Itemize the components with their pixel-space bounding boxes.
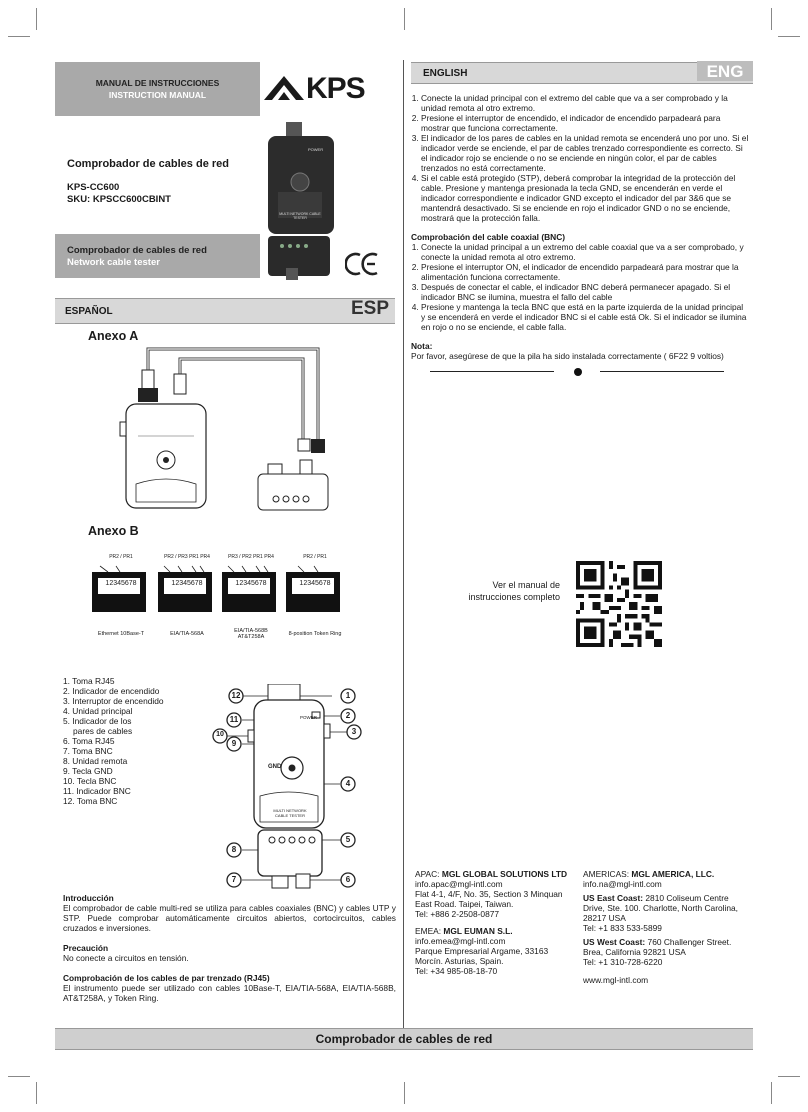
east-coast-label: US East Coast: [583,893,646,903]
callout-11: 11 [229,715,239,724]
subtitle-en: Network cable tester [67,257,160,268]
diagram-power-label: POWER [300,715,318,720]
part-item: 12. Toma BNC [63,796,118,806]
crop-mark [36,1082,37,1104]
bnc-title: Comprobación del cable coaxial (BNC) [411,232,566,242]
manual-title-es: MANUAL DE INSTRUCCIONES [95,78,220,88]
bnc-step-item: 1. Conecte la unidad principal a un extremo del cable coaxial que va a ser comprobado, y conecte la unidad remota al otro extremo. [421,242,749,262]
part-item: 7. Toma BNC [63,746,113,756]
callout-2: 2 [345,711,351,720]
apac-email[interactable]: info.apac@mgl-intl.com [415,879,503,889]
english-code: ENG [697,61,753,81]
manual-title-box [55,62,260,116]
pins-4: 12345678 [299,580,331,587]
note-title: Nota: [411,341,433,351]
qr-code[interactable] [576,561,662,647]
part-item: 2. Indicador de encendido [63,686,160,696]
annex-a-diagram [118,344,338,514]
callout-6: 6 [345,875,351,884]
pins-3: 12345678 [235,580,267,587]
qr-caption-line-1: Ver el manual de [492,580,560,590]
spanish-code: ESP [351,298,390,319]
apac-address: Flat 4-1, 4/F, No. 35, Section 3 Minquan [415,889,563,899]
east-coast-address: 28217 USA [583,913,626,923]
pairs-label-2: PR2 / PR3 PR1 PR4 [164,554,210,560]
crop-mark [771,8,772,30]
bnc-step-item: 3. Después de conectar el cable, el indicador BNC deberá permanecer apagado. Si el indicador BNC se ilumina, muestra el fallo del cable [421,282,749,302]
emea-email[interactable]: info.emea@mgl-intl.com [415,936,506,946]
emea-company: MGL EUMAN S.L. [443,926,513,936]
west-coast-address: Brea, California 92821 USA [583,947,686,957]
device-power-label: POWER [308,147,324,152]
emea-phone: Tel: +34 985-08-18-70 [415,966,498,976]
brand-text: KPS [306,72,365,105]
pins-1: 12345678 [105,580,137,587]
part-item: pares de cables [73,726,133,736]
annex-b-diagram [90,552,350,648]
americas-label: AMERICAS: [583,869,632,879]
parts-list [63,676,213,806]
pairs-label-4: PR2 / PR1 [303,554,327,560]
west-coast-phone: Tel: +1 310-728-6220 [583,957,663,967]
part-item: 1. Toma RJ45 [63,676,115,686]
footer-title: Comprobador de cables de red [315,1032,493,1046]
crop-mark [778,1076,800,1077]
crop-mark [404,1082,405,1104]
part-item: 11. Indicador BNC [63,786,131,796]
west-coast-address: 760 Challenger Street. [647,937,732,947]
americas-email[interactable]: info.na@mgl-intl.com [583,879,662,889]
part-item: 6. Toma RJ45 [63,736,115,746]
website-link[interactable]: www.mgl-intl.com [583,975,649,985]
twisted-title: Comprobación de los cables de par trenzado (RJ45) [63,973,270,983]
subtitle-es: Comprobador de cables de red [67,245,207,256]
part-item: 4. Unidad principal [63,706,133,716]
annex-a-title: Anexo A [88,329,139,343]
diagram-gnd-label: GND [268,764,282,770]
wiring-caption-1: Ethernet 10Base-T [97,631,145,637]
footer-bar [55,1028,753,1050]
contacts-americas [583,869,753,985]
bnc-step-item: 2. Presione el interruptor ON, el indicador de encendido parpadeará para mostrar que la alimentación funciona correctamente. [421,262,749,282]
ce-mark [345,252,379,276]
emea-address: Morcín. Asturias, Spain. [415,956,504,966]
crop-mark [8,1076,30,1077]
crop-mark [404,8,405,30]
apac-phone: Tel: +886 2-2508-0877 [415,909,500,919]
bnc-step-item: 4. Presione y mantenga la tecla BNC que está en la parte izquierda de la unidad principal y se encenderá en verde el indicador BNC si el cable está Ok. Si el indicador se ilumina en rojo o no se enciende, el cable falla. [421,302,749,332]
crop-mark [8,36,30,37]
intro-title: Introducción [63,893,114,903]
product-title: Comprobador de cables de red [67,158,229,170]
kps-logo [262,72,392,106]
east-coast-address: 2810 Coliseum Centre [645,893,729,903]
americas-company: MGL AMERICA, LLC. [631,869,715,879]
apac-label: APAC: [415,869,442,879]
crop-mark [771,1082,772,1104]
emea-address: Parque Empresarial Argame, 33163 [415,946,549,956]
callout-7: 7 [231,875,237,884]
part-item: 10. Tecla BNC [63,776,117,786]
crop-mark [36,8,37,30]
contacts-apac-emea [415,869,580,976]
part-item: 3. Interruptor de encendido [63,696,164,706]
part-item: 5. Indicador de los [63,716,132,726]
english-tab-label: ENGLISH [423,68,468,79]
crop-mark [778,36,800,37]
spanish-section-bar [55,298,395,324]
part-item: 8. Unidad remota [63,756,128,766]
twisted-text: El instrumento puede ser utilizado con cables 10Base-T, EIA/TIA-568A, EIA/TIA-568B, AT&T258A, y Token Ring. [63,983,396,1003]
separator-line [430,371,554,372]
english-section-bar [411,62,753,84]
subtitle-box [55,234,260,278]
wiring-caption-4: 8-position Token Ring [288,631,342,637]
spanish-tab-label: ESPAÑOL [65,306,113,317]
west-coast-label: US West Coast: [583,937,648,947]
english-steps [411,93,749,361]
intro-section [63,893,396,1003]
callout-10: 10 [216,731,224,738]
east-coast-address: Drive, Ste. 100. Charlotte, North Carolina, [583,903,739,913]
part-item: 9. Tecla GND [63,766,113,776]
wiring-caption-3: EIA/TIA-568B AT&T258A [234,628,268,640]
emea-label: EMEA: [415,926,444,936]
callout-5: 5 [345,835,351,844]
apac-address: East Road. Taipei, Taiwan. [415,899,514,909]
callout-12: 12 [231,691,241,700]
separator-line [600,371,724,372]
step-item: 1. Conecte la unidad principal con el extremo del cable que va a ser comprobado y la unidad remota al otro extremo. [421,93,749,113]
separator-dot [574,368,582,376]
callout-9: 9 [231,739,237,748]
precaution-title: Precaución [63,943,109,953]
step-item: 3. El indicador de los pares de cables en la unidad remota se encenderá uno por uno. Si el indicador verde se enciende, el par de cables trenzado correspondiente es correcto. Si el indicador rojo se enciende o no se enciende en ningún color, el par de cables trenzados no está correctamente. [421,133,749,173]
qr-caption [450,579,560,603]
pairs-label-3: PR3 / PR2 PR1 PR4 [228,554,274,560]
step-item: 4. Si el cable está protegido (STP), deberá comprobar la integridad de la protección del cable. Presione y mantenga presionada la tecla GND, se encenderán en verde el indicador correspondiente e indicador GND excepto el indicador del par 3&6 que se mantendrá desactivado. Si se enciende en rojo el indicador GND o no se enciende, mostrará que la protección falla. [421,173,749,223]
pairs-label-1: PR2 / PR1 [109,554,133,560]
step-item: 2. Presione el interruptor de encendido, el indicador de encendido parpadeará para mostrar que funciona correctamente. [421,113,749,133]
callout-1: 1 [345,691,351,700]
intro-text: El comprobador de cable multi-red se utiliza para cables coaxiales (BNC) y cables UTP y STP. Puede comprobar automáticamente circuitos abiertos, cortocircuitos, cables cruzados e inversiones. [63,903,396,933]
device-diagram [212,684,362,890]
column-divider [403,60,404,1028]
callout-8: 8 [231,845,237,854]
qr-caption-line-2: instrucciones completo [468,592,560,602]
manual-title-en: INSTRUCTION MANUAL [108,90,207,100]
diagram-tester-label: MULTI NETWORK CABLE TESTER [273,808,307,818]
wiring-caption-2: EIA/TIA-568A [170,631,204,637]
callout-4: 4 [345,779,351,788]
device-label: MULTI NETWORK CABLE TESTER [279,212,321,220]
east-coast-phone: Tel: +1 833 533-5899 [583,923,662,933]
note-text: Por favor, asegúrese de que la pila ha sido instalada correctamente ( 6F22 9 voltios) [411,351,724,361]
callout-3: 3 [351,727,357,736]
precaution-text: No conecte a circuitos en tensión. [63,953,189,963]
pins-2: 12345678 [171,580,203,587]
sku: SKU: KPSCC600CBINT [67,194,171,205]
apac-company: MGL GLOBAL SOLUTIONS LTD [441,869,567,879]
device-photo [264,122,344,280]
model-number: KPS-CC600 [67,182,120,193]
annex-b-title: Anexo B [88,524,139,538]
